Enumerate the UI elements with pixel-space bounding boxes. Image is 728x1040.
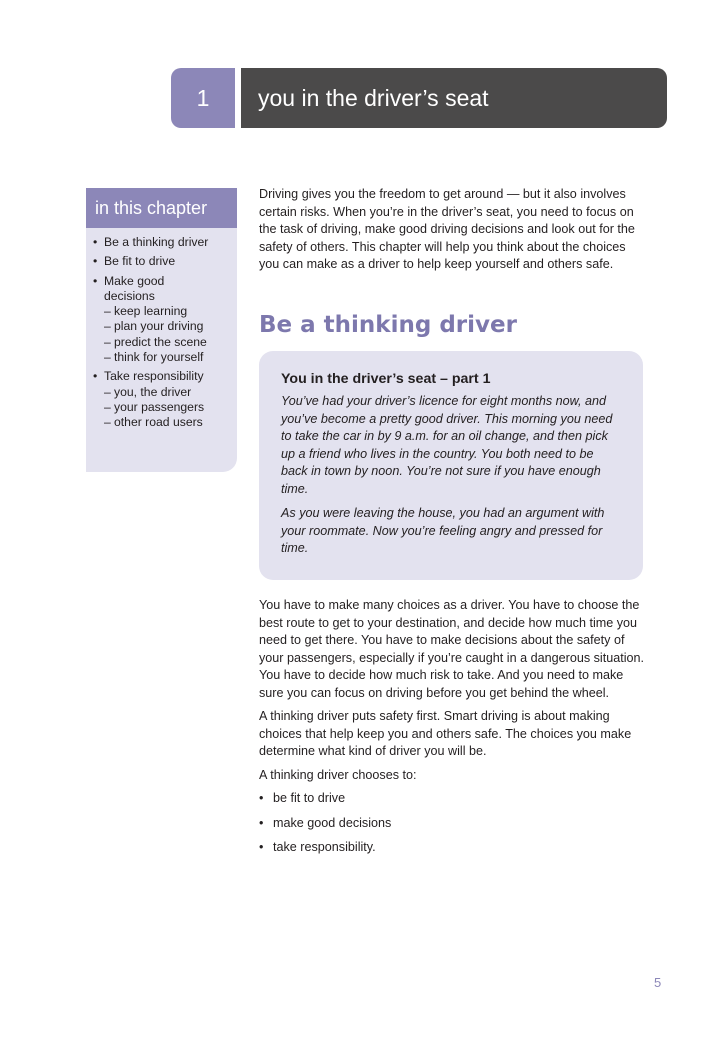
- scenario-title: You in the driver’s seat – part 1: [281, 371, 491, 387]
- contents-item: [93, 254, 237, 269]
- body-paragraph: You have to make many choices as a driver. You have to choose the best route to get to your destination, and decide how much time you need to get there. You have to make decisions about the safety of your passengers, especially if you’re caught in a dangerous situation. You have to decide how much risk to take. And you need to make sure you can focus on driving before you get behind the wheel.: [259, 598, 645, 700]
- page-number: 5: [654, 975, 662, 990]
- body-text: [259, 597, 649, 864]
- contents-subitem: [104, 415, 237, 430]
- dash-icon: –: [104, 384, 111, 399]
- list-item-label: be fit to drive: [273, 791, 346, 805]
- contents-subitem: [104, 385, 237, 400]
- dash-icon: –: [104, 334, 111, 349]
- body-paragraph: A thinking driver chooses to:: [259, 767, 417, 782]
- bullet-icon: •: [93, 254, 98, 269]
- dash-icon: –: [104, 319, 111, 334]
- body-paragraph: A thinking driver puts safety first. Smart driving is about making choices that help keep you and others safe. The choices you make determine what kind of driver you will be.: [259, 709, 632, 758]
- contents-subitem-label: keep learning: [114, 304, 188, 319]
- contents-subitem: [104, 400, 237, 415]
- list-item-label: make good decisions: [273, 815, 392, 830]
- list-item-label: take responsibility.: [273, 840, 376, 854]
- contents-item: [93, 274, 237, 366]
- contents-subitem-label: plan your driving: [114, 319, 204, 334]
- scenario-paragraph: As you were leaving the house, you had an argument with your roommate. Now you’re feeling angry and pressed for time.: [281, 506, 605, 555]
- contents-subitem-label: other road users: [114, 415, 203, 430]
- contents-subitem-label: you, the driver: [114, 384, 192, 399]
- scenario-box: [259, 351, 643, 580]
- contents-item: [93, 235, 237, 250]
- chapter-contents-list: [86, 228, 237, 431]
- choices-list: [259, 790, 649, 857]
- bullet-icon: •: [259, 815, 264, 830]
- dash-icon: –: [104, 304, 111, 319]
- contents-subitem-label: think for yourself: [114, 350, 204, 365]
- contents-subitem: [104, 304, 237, 319]
- chapter-title: you in the driver’s seat: [241, 68, 667, 128]
- dash-icon: –: [104, 399, 111, 414]
- contents-item-label: Be a thinking driver: [104, 235, 209, 249]
- contents-item-label: Be fit to drive: [104, 254, 176, 269]
- chapter-contents-heading: in this chapter: [86, 188, 237, 228]
- contents-subitem-label: your passengers: [114, 399, 205, 414]
- dash-icon: –: [104, 350, 111, 365]
- intro-paragraph: Driving gives you the freedom to get around — but it also involves certain risks. When you’re in the driver’s seat, you need to focus on the task of driving, make good driving decisions and look out for the safety of others. This chapter will help you think about the choices you can make as a driver to help keep yourself and others safe.: [259, 187, 635, 271]
- contents-item: [93, 369, 237, 430]
- dash-icon: –: [104, 415, 111, 430]
- list-item: [259, 790, 649, 808]
- contents-item-label: Make good decisions: [104, 273, 165, 303]
- scenario-paragraph: You’ve had your driver’s licence for eight months now, and you’ve become a pretty good driver. This morning you need to take the car in by 9 a.m. for an oil change, and then pick up a friend who lives in the country. You both need to be back in town by noon. You’re not sure if you have enough time.: [281, 394, 613, 496]
- bullet-icon: •: [259, 840, 264, 854]
- contents-sublist: [93, 385, 237, 431]
- bullet-icon: •: [259, 791, 264, 805]
- chapter-number: 1: [171, 68, 235, 128]
- contents-item-label: Take responsibility: [104, 369, 204, 384]
- list-item: [259, 815, 649, 833]
- section-heading: Be a thinking driver: [259, 312, 517, 338]
- bullet-icon: •: [93, 369, 98, 384]
- contents-subitem: [104, 350, 237, 365]
- contents-subitem: [104, 319, 237, 334]
- bullet-icon: •: [93, 273, 98, 288]
- list-item: [259, 839, 649, 857]
- bullet-icon: •: [93, 235, 98, 249]
- chapter-contents-box: [86, 188, 237, 472]
- contents-sublist: [93, 304, 237, 365]
- contents-subitem-label: predict the scene: [114, 334, 207, 349]
- contents-subitem: [104, 335, 237, 350]
